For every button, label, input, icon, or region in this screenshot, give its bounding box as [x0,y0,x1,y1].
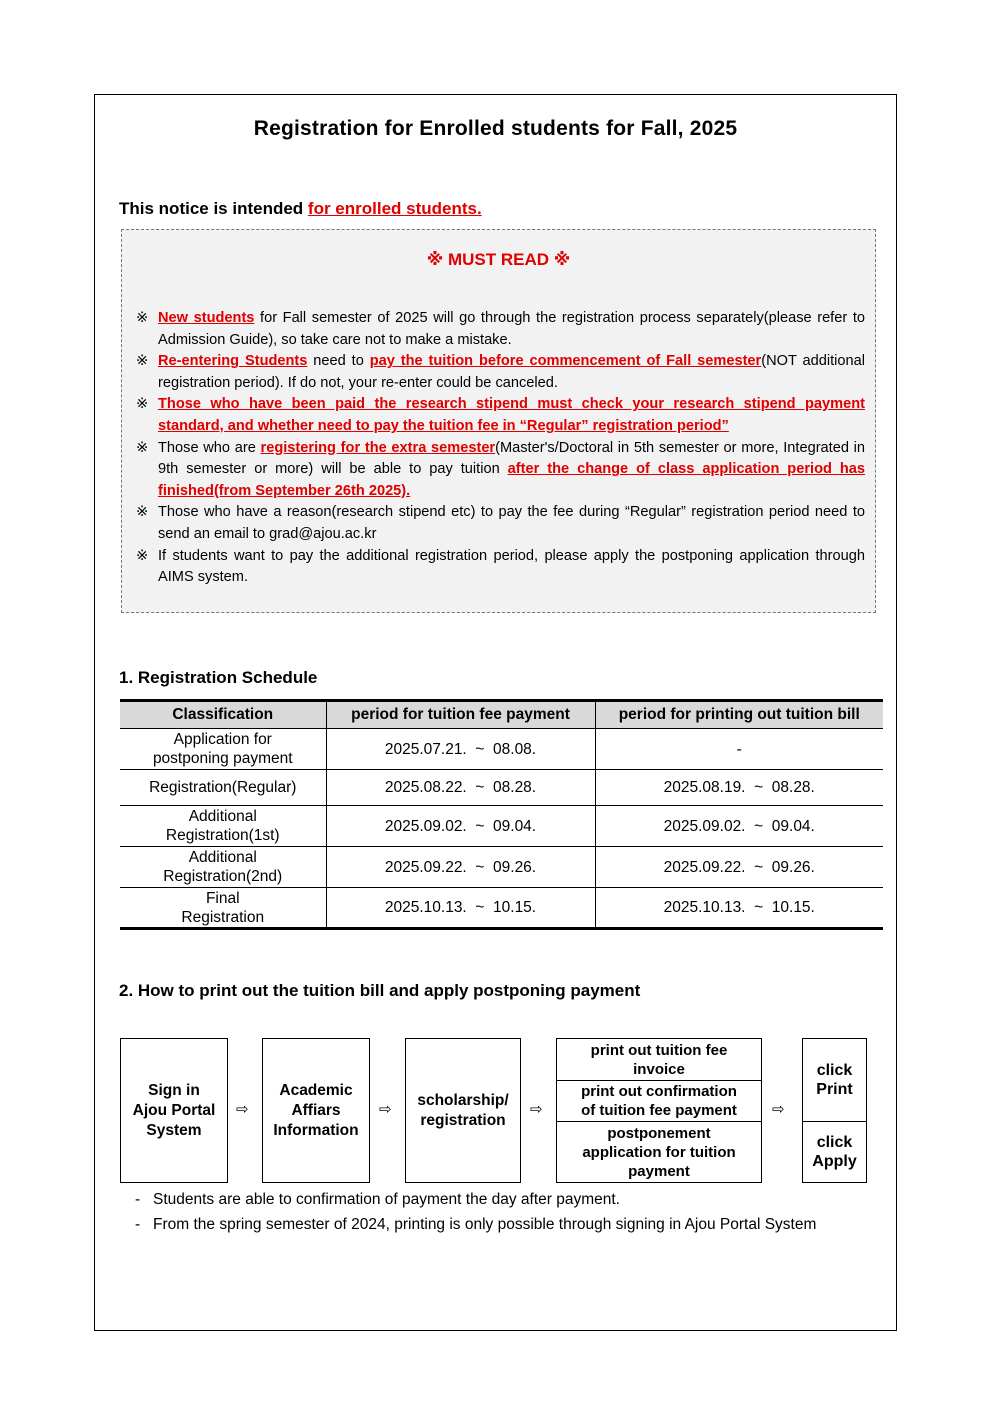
option-label: print out tuition fee invoice [590,1041,728,1078]
option-print-confirmation [557,1081,761,1122]
step-scholarship-registration [405,1038,521,1183]
note-mark: ※ [136,439,149,456]
column-header: period for tuition fee payment [326,701,595,729]
step-options [556,1038,762,1183]
column-header: Classification [120,701,326,729]
table-row [120,729,883,770]
note-red-text: New students [158,310,255,326]
cell-text: Additional Registration(1st) [165,808,280,844]
note-red-text: pay the tuition before commencement of Fall semester [369,353,762,370]
table-row [120,770,883,806]
table-cell: 2025.09.22. ~ 09.26. [595,847,883,888]
note-postponing [136,546,865,589]
table-cell [120,888,326,929]
step-actions [802,1038,867,1183]
step-sign-in [120,1038,228,1183]
option-postponement-application [557,1122,761,1182]
note-text: for Fall semester of 2025 will go through the registration process separately(please refer to Admission Guide), so take care not to make a mistake. [158,310,865,348]
table-row [120,806,883,847]
footnote-item [135,1213,873,1238]
must-read-notes [136,308,865,589]
note-text: (NOT additional registration period). If do not, your re-enter could be canceled. [158,353,865,391]
note-research-stipend [136,394,865,437]
arrow-right-icon: ⇨ [236,1101,249,1118]
note-mark: ※ [136,396,149,413]
note-red-text: Re-entering Students [158,353,308,370]
page-title: Registration for Enrolled students for Fall, 2025 [253,117,738,140]
note-red-text: after the change of class application period has finished(from September 26th 2025). [158,461,866,499]
note-mark: ※ [136,310,149,326]
step-label: scholarship/ registration [417,1091,509,1129]
option-label: postponement application for tuition payment [582,1124,736,1180]
table-row [120,847,883,888]
must-read-heading: ※ MUST READ ※ [426,250,571,269]
cell-text: Additional Registration(2nd) [163,849,283,885]
note-text: If students want to pay the additional registration period, please apply the postponing application through AIMS system. [158,547,865,586]
table-cell: 2025.09.02. ~ 09.04. [326,806,595,847]
option-print-invoice [557,1039,761,1081]
action-label: click Apply [812,1134,857,1170]
action-label: click Print [816,1062,853,1098]
process-flow [120,1038,880,1184]
footnote-text: From the spring semester of 2024, printing is only possible through signing in Ajou Portal System [153,1215,817,1233]
note-reentering [136,351,865,394]
note-text: (Master's/Doctoral in 5th semester or more, Integrated in 9th semester or more) will be able to pay tuition [158,439,866,478]
table-cell: - [595,729,883,770]
cell-text: Application for postponing payment [152,731,293,767]
footnote-item [135,1188,873,1213]
table-cell: 2025.09.22. ~ 09.26. [326,847,595,888]
table-cell: 2025.09.02. ~ 09.04. [595,806,883,847]
table-cell [120,729,326,770]
table-cell [120,847,326,888]
howto-heading: 2. How to print out the tuition bill and apply postponing payment [119,981,641,1000]
note-new-students [136,308,865,351]
arrow-right-icon: ⇨ [379,1101,392,1118]
notice-frame [94,94,897,1331]
table-cell: Registration(Regular) [120,770,326,806]
footnotes [135,1188,873,1237]
note-text: Those who are [158,439,261,456]
table-cell: 2025.08.19. ~ 08.28. [595,770,883,806]
table-cell: 2025.07.21. ~ 08.08. [326,729,595,770]
note-mark: ※ [136,504,149,521]
note-extra-semester [136,438,865,503]
intro-prefix: This notice is intended [119,199,304,218]
column-header: period for printing out tuition bill [595,701,883,729]
must-read-box [121,229,876,613]
note-red-text: registering for the extra semester [260,439,496,456]
action-print [803,1039,866,1122]
note-red-text: Those who have been paid the research stipend must check your research stipend payment standard, and whether need to pay the tuition fee in “Regular” registration period” [158,396,865,434]
step-academic-affairs [262,1038,370,1183]
arrow-right-icon: ⇨ [530,1101,543,1118]
note-text: Those who have a reason(research stipend etc) to pay the fee during “Regular” registration period need to send an email to grad@ajou.ac.kr [158,504,865,542]
arrow-right-icon: ⇨ [772,1101,785,1118]
step-label: Academic Affiars Information [273,1081,359,1139]
table-header-row [120,701,883,729]
action-apply [803,1122,866,1182]
schedule-heading: 1. Registration Schedule [119,668,318,687]
dash-bullet: - [135,1215,141,1233]
table-cell: 2025.08.22. ~ 08.28. [326,770,595,806]
intro-line [119,199,482,219]
table-row [120,888,883,929]
table-cell: 2025.10.13. ~ 10.15. [595,888,883,929]
intro-highlight: for enrolled students. [307,199,482,218]
note-mark: ※ [136,353,149,370]
note-mark: ※ [136,547,149,564]
table-cell: 2025.10.13. ~ 10.15. [326,888,595,929]
footnote-text: Students are able to confirmation of payment the day after payment. [153,1191,620,1208]
cell-text: Final Registration [181,889,265,926]
step-label: Sign in Ajou Portal System [132,1081,216,1139]
table-cell [120,806,326,847]
option-label: print out confirmation of tuition fee payment [581,1083,737,1119]
note-email [136,502,865,545]
schedule-table [120,699,883,930]
note-text: need to [307,353,370,370]
dash-bullet: - [135,1191,141,1208]
